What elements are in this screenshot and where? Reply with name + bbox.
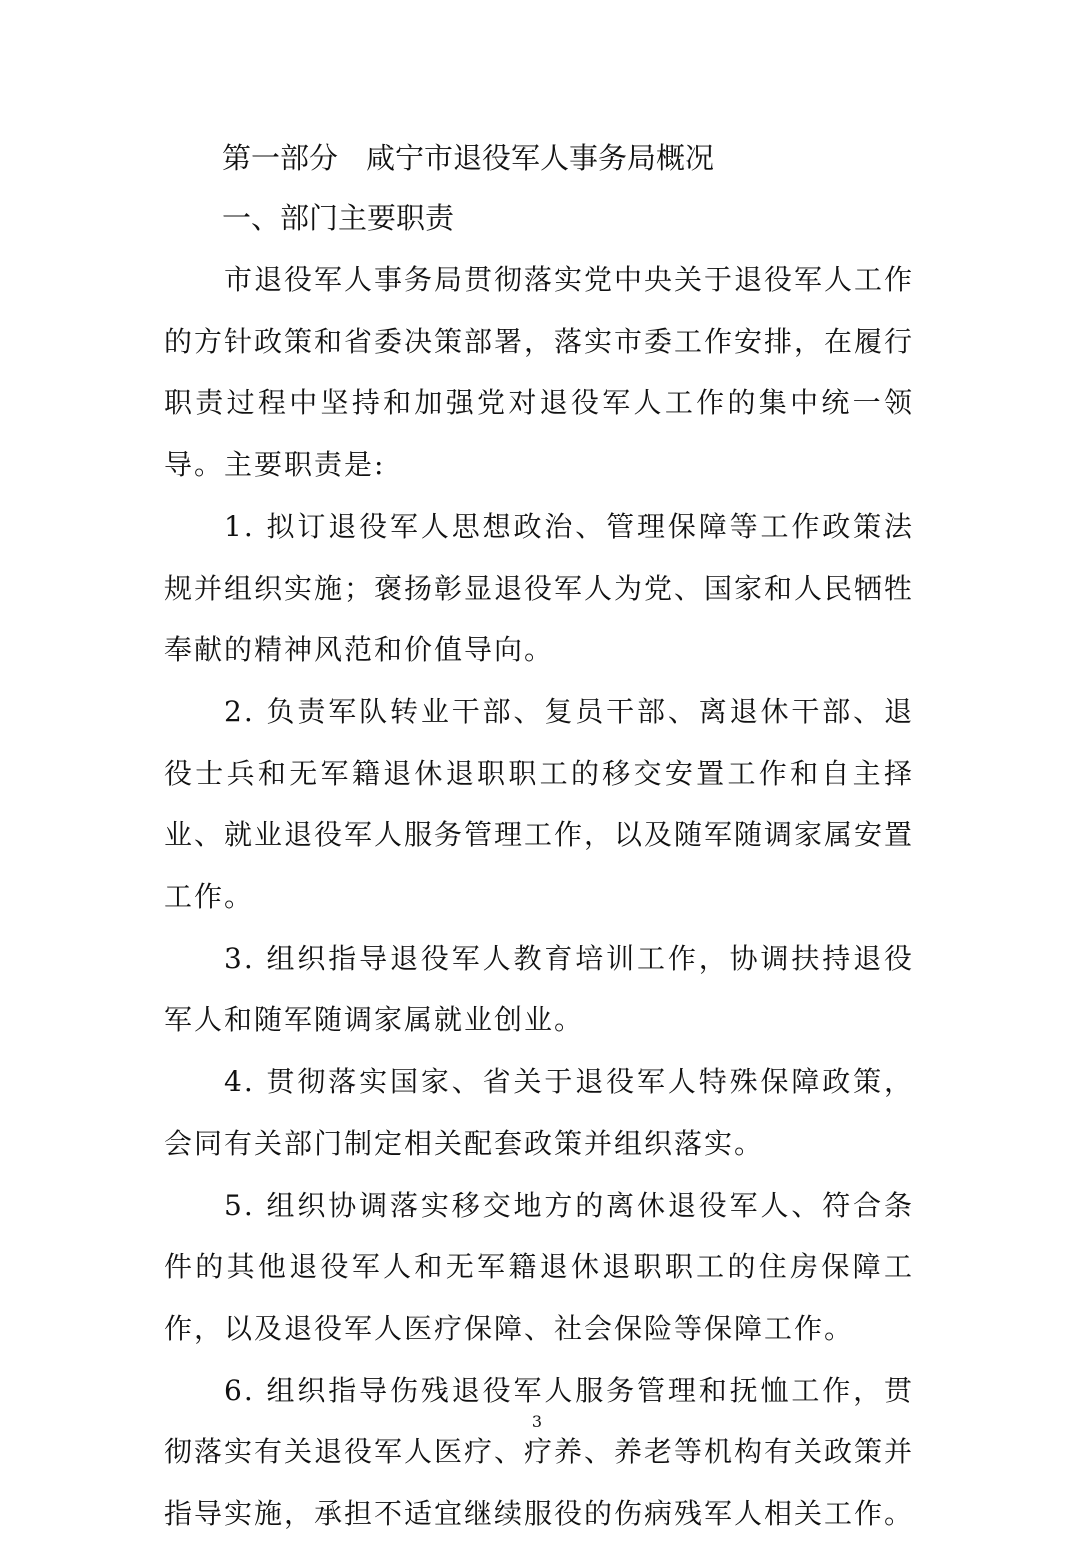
intro-paragraph: 市退役军人事务局贯彻落实党中央关于退役军人工作的方针政策和省委决策部署，落实市委工作安排，在履行职责过程中坚持和加强党对退役军人工作的集中统一领导。主要职责是:	[164, 263, 915, 482]
duty-item-1: 1. 拟订退役军人思想政治、管理保障等工作政策法规并组织实施；褒扬彰显退役军人为党、国家和人民牺牲奉献的精神风范和价值导向。	[164, 509, 915, 667]
page-number: 3	[531, 1412, 543, 1431]
duty-item-2: 2. 负责军队转业干部、复员干部、离退休干部、退役士兵和无军籍退休退职职工的移交安置工作和自主择业、就业退役军人服务管理工作，以及随军随调家属安置工作。	[164, 694, 915, 914]
section-label: 第一部分	[222, 141, 339, 175]
duty-item-6: 6. 组织指导伤残退役军人服务管理和抚恤工作，贯彻落实有关退役军人医疗、疗养、养老等机构有关政策并指导实施，承担不适宜继续服役的伤病残军人相关工作。	[164, 1373, 915, 1531]
body-text	[164, 249, 914, 1545]
duty-item-4: 4. 贯彻落实国家、省关于退役军人特殊保障政策，会同有关部门制定相关配套政策并组织落实。	[164, 1065, 914, 1160]
duty-item-5: 5. 组织协调落实移交地方的离休退役军人、符合条件的其他退役军人和无军籍退休退职职工的住房保障工作，以及退役军人医疗保障、社会保险等保障工作。	[164, 1188, 914, 1345]
section-title: 咸宁市退役军人事务局概况	[366, 141, 715, 175]
section-heading	[222, 138, 714, 178]
subheading: 一、部门主要职责	[222, 201, 455, 235]
duty-item-3: 3. 组织指导退役军人教育培训工作，协调扶持退役军人和随军随调家属就业创业。	[164, 941, 914, 1037]
